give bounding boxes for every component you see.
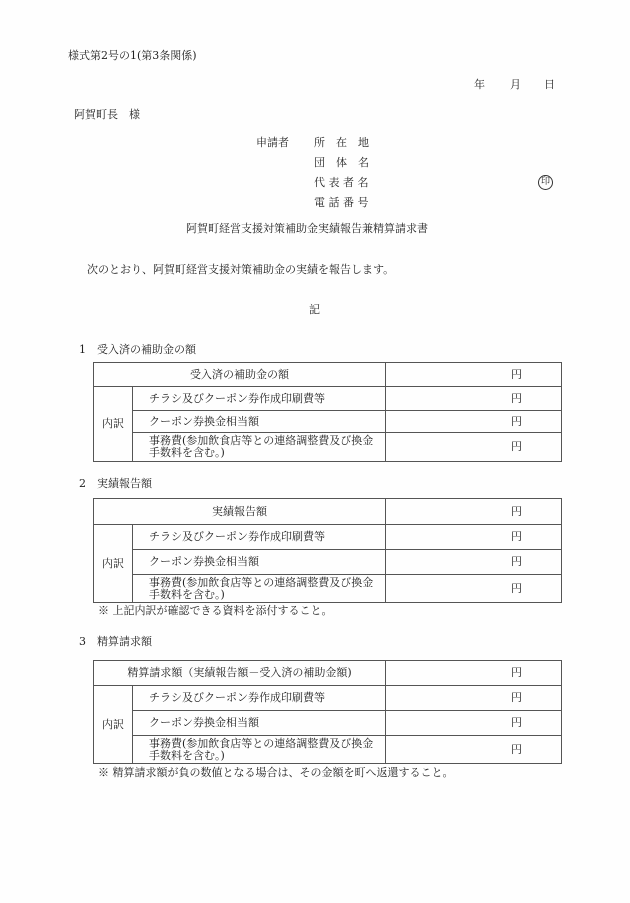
date-month: 月 <box>510 78 521 91</box>
seal-icon: 印 <box>538 175 553 190</box>
row-label: チラシ及びクーポン券作成印刷費等 <box>133 387 386 411</box>
header-label: 精算請求額（実績報告額－受入済の補助金額) <box>94 661 386 686</box>
header-label: 実績報告額 <box>94 499 386 525</box>
row-label: チラシ及びクーポン券作成印刷費等 <box>133 686 386 711</box>
amount-cell[interactable]: 円 <box>386 387 562 411</box>
date-year: 年 <box>474 78 485 91</box>
header-label: 受入済の補助金の額 <box>94 363 386 387</box>
field-address: 所 在 地 <box>314 136 369 149</box>
section-2-table <box>93 498 562 603</box>
breakdown-label: 内訳 <box>94 525 133 603</box>
amount-cell[interactable]: 円 <box>386 575 562 603</box>
row-label: 事務費(参加飲食店等との連絡調整費及び換金手数料を含む。) <box>133 433 386 462</box>
form-number: 様式第2号の1(第3条関係) <box>68 49 197 62</box>
amount-cell[interactable]: 円 <box>386 686 562 711</box>
row-label: クーポン券換金相当額 <box>133 411 386 433</box>
addressee: 阿賀町長 様 <box>74 108 140 121</box>
row-label: 事務費(参加飲食店等との連絡調整費及び換金手数料を含む。) <box>133 575 386 603</box>
amount-cell[interactable]: 円 <box>386 525 562 550</box>
amount-cell[interactable]: 円 <box>386 499 562 525</box>
amount-cell[interactable]: 円 <box>386 411 562 433</box>
section-1-heading: 1 受入済の補助金の額 <box>79 343 196 356</box>
section-2-heading: 2 実績報告額 <box>79 477 152 490</box>
row-label: チラシ及びクーポン券作成印刷費等 <box>133 525 386 550</box>
amount-cell[interactable]: 円 <box>386 711 562 736</box>
section-3-note: ※ 精算請求額が負の数値となる場合は、その金額を町へ返還すること。 <box>98 766 454 779</box>
applicant-label: 申請者 <box>256 136 289 149</box>
section-3-heading: 3 精算請求額 <box>79 635 152 648</box>
section-1-table <box>93 362 562 462</box>
row-label: クーポン券換金相当額 <box>133 711 386 736</box>
breakdown-label: 内訳 <box>94 686 133 764</box>
amount-cell[interactable]: 円 <box>386 433 562 462</box>
ki-heading: 記 <box>309 303 320 316</box>
section-2-note: ※ 上記内訳が確認できる資料を添付すること。 <box>98 604 333 617</box>
amount-cell[interactable]: 円 <box>386 661 562 686</box>
amount-cell[interactable]: 円 <box>386 736 562 764</box>
section-3-table <box>93 660 562 764</box>
document-title: 阿賀町経営支援対策補助金実績報告兼精算請求書 <box>186 222 428 235</box>
field-representative: 代 表 者 名 <box>314 176 369 189</box>
date-day: 日 <box>544 78 555 91</box>
amount-cell[interactable]: 円 <box>386 363 562 387</box>
row-label: 事務費(参加飲食店等との連絡調整費及び換金手数料を含む。) <box>133 736 386 764</box>
field-organization: 団 体 名 <box>314 156 369 169</box>
amount-cell[interactable]: 円 <box>386 550 562 575</box>
breakdown-label: 内訳 <box>94 387 133 462</box>
field-phone: 電 話 番 号 <box>314 196 369 209</box>
intro-text: 次のとおり、阿賀町経営支援対策補助金の実績を報告します。 <box>87 263 395 276</box>
row-label: クーポン券換金相当額 <box>133 550 386 575</box>
